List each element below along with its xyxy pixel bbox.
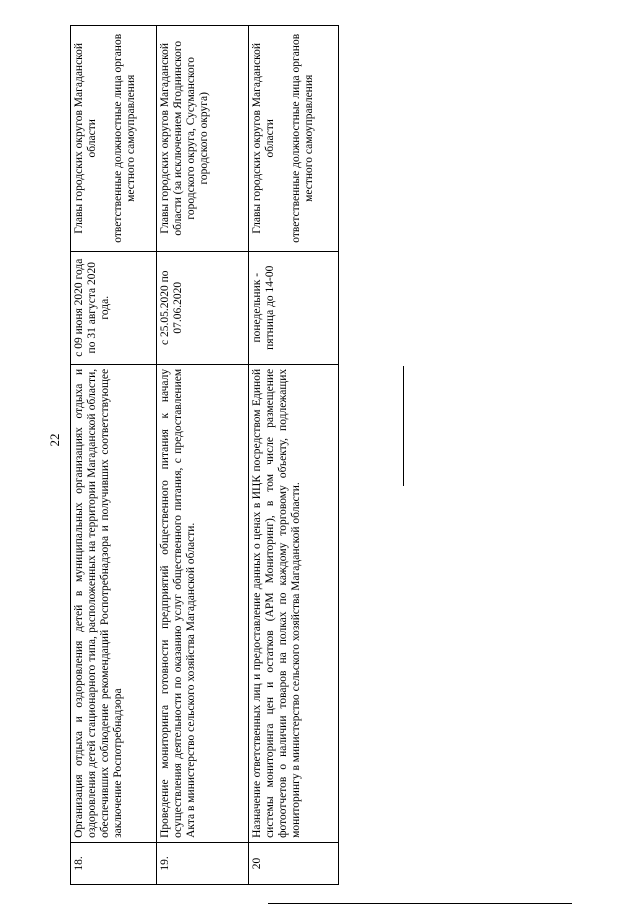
table-row (71, 26, 157, 885)
row-responsible (249, 26, 339, 252)
row-measure: Назначение ответственных лиц и предоставление данных о ценах в ИЦК посредством Единой системы мониторинга цен и остатков (АРМ Мониторинг), в том числе размещение фотоотчетов о наличии товаров на полках по каждому торговому объекту, подлежащих мониторингу в министерство сельского хозяйства Магаданской области. (249, 364, 339, 842)
responsible-primary: Главы городских округов Магаданской области (за исключением Ягоднинского городского округа, Сусуманского городского округа) (159, 40, 210, 236)
row-term: понедельник - пятница до 14-00 (249, 251, 339, 364)
responsible-primary: Главы городских округов Магаданской области (73, 42, 98, 234)
row-number: 18. (71, 842, 157, 884)
row-measure: Проведение мониторинга готовности предприятий общественного питания к началу осуществления деятельности по оказанию услуг общественного питания, с предоставлением Акта в министерство сельского хозяйства Магаданской области. (157, 364, 249, 842)
table-row (157, 26, 249, 885)
row-measure: Организация отдыха и оздоровления детей в муниципальных организациях отдыха и оздоровления детей стационарного типа, расположенных на территории Магаданской области, обеспечивших соблюдение рекомендаций Роспотребнадзора и получивших соответствующее заключение Роспотребнадзора (71, 364, 157, 842)
row-responsible (157, 26, 249, 252)
responsible-secondary: ответственные должностные лица органов местного самоуправления (290, 33, 315, 243)
row-term: с 25.05.2020 по 07.06.2020 (157, 251, 249, 364)
page-number: 22 (47, 433, 62, 447)
row-number: 19. (157, 842, 249, 884)
bottom-rule (268, 903, 572, 904)
responsible-secondary: ответственные должностные лица органов местного самоуправления (112, 33, 137, 243)
spacer (99, 30, 112, 247)
responsible-primary: Главы городских округов Магаданской области (251, 42, 276, 234)
spacer (277, 30, 290, 247)
separator-line (403, 366, 404, 486)
row-responsible (71, 26, 157, 252)
table-row (249, 26, 339, 885)
row-number: 20 (249, 842, 339, 884)
row-term: с 09 июня 2020 года по 31 августа 2020 года. (71, 251, 157, 364)
rotated-table-wrapper (70, 25, 338, 885)
measures-table (70, 25, 339, 885)
